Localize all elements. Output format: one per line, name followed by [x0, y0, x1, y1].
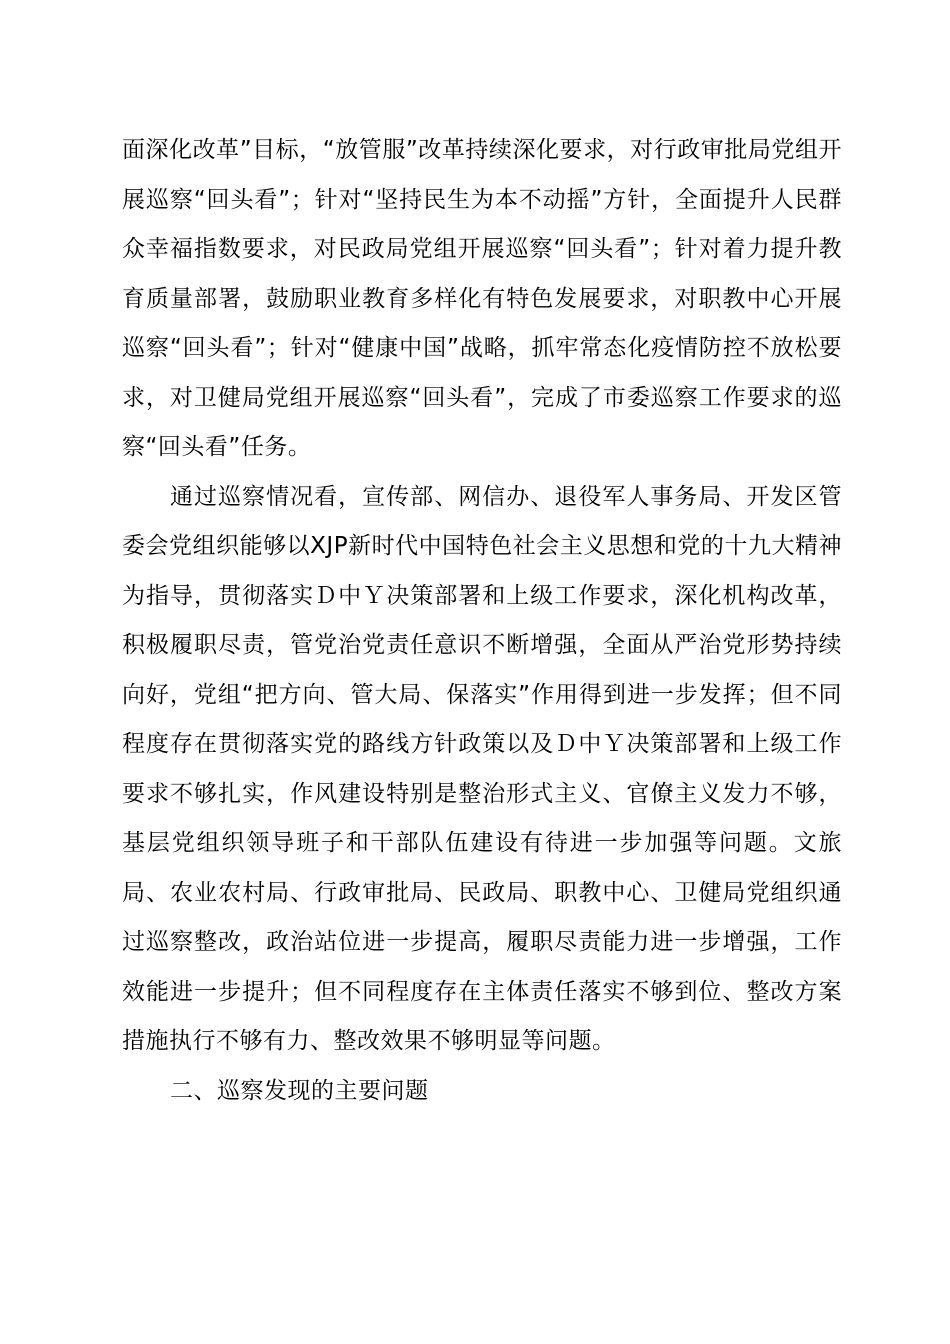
paragraph-inspection-findings: 通过巡察情况看，宣传部、网信办、退役军人事务局、开发区管委会党组织能够以XJP新时代中国特色社会主义思想和党的十九大精神为指导，贯彻落实Ｄ中Ｙ决策部署和上级工作要求，深化机构改革，积极履职尽责，管党治党责任意识不断增强，全面从严治党形势持续向好，党组“把方向、管大局、保落实”作用得到进一步发挥；但不同程度存在贯彻落实党的路线方针政策以及Ｄ中Ｙ决策部署和上级工作要求不够扎实，作风建设特别是整治形式主义、官僚主义发力不够，基层党组织领导班子和干部队伍建设有待进一步加强等问题。文旅局、农业农村局、行政审批局、民政局、职教中心、卫健局党组织通过巡察整改，政治站位进一步提高，履职尽责能力进一步增强，工作效能进一步提升；但不同程度存在主体责任落实不够到位、整改方案措施执行不够有力、整改效果不够明显等问题。 [122, 483, 842, 1054]
paragraph-continued: 面深化改革”目标，“放管服”改革持续深化要求，对行政审批局党组开展巡察“回头看”；针对“坚持民生为本不动摇”方针，全面提升人民群众幸福指数要求，对民政局党组开展巡察“回头看”；针对着力提升教育质量部署，鼓励职业教育多样化有特色发展要求，对职教中心开展巡察“回头看”；针对“健康中国”战略，抓牢常态化疫情防控不放松要求，对卫健局党组开展巡察“回头看”，完成了市委巡察工作要求的巡察“回头看”任务。 [122, 137, 842, 460]
document-body [122, 126, 842, 1116]
section-heading: 二、巡察发现的主要问题 [170, 1077, 429, 1104]
